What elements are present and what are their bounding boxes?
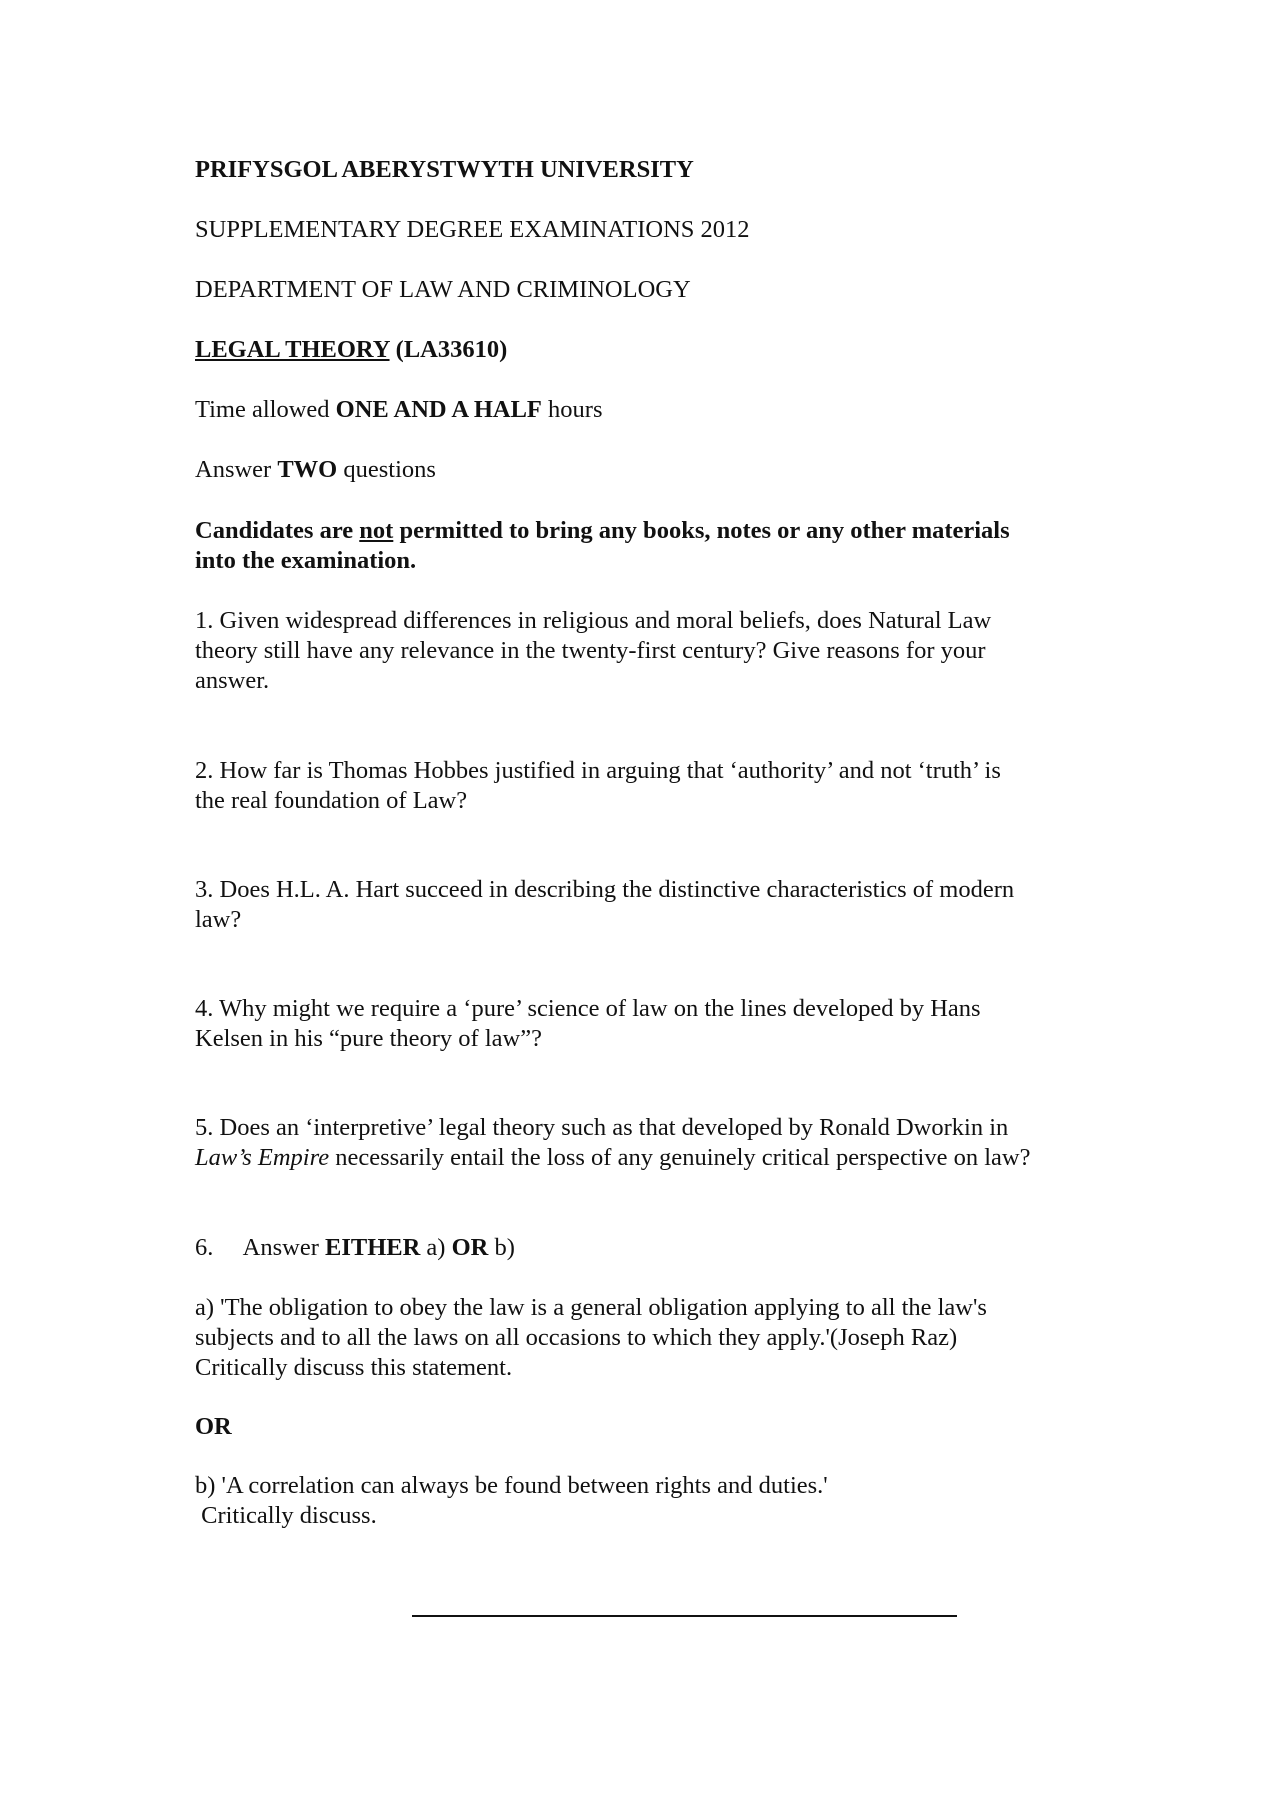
question-6b-line-2: Critically discuss. (195, 1502, 377, 1529)
module-title: LEGAL THEORY (195, 336, 390, 363)
question-5-rest: necessarily entail the loss of any genuinely critical perspective on law? (329, 1144, 1031, 1171)
materials-notice-line-1 (195, 516, 1095, 546)
laws-empire-title: Law’s Empire (195, 1144, 330, 1171)
module-code: (LA33610) (395, 336, 508, 363)
materials-notice-line-2: into the examination. (195, 547, 417, 574)
question-3-line-2: law? (195, 906, 242, 933)
question-5-line-2 (195, 1143, 1135, 1173)
q6-mid: a) (420, 1234, 452, 1261)
time-allowed (195, 395, 1095, 425)
question-4-line-1: 4. Why might we require a ‘pure’ science of law on the lines developed by Hans (195, 995, 981, 1022)
answer-prefix: Answer (195, 456, 278, 483)
answer-suffix: questions (337, 456, 436, 483)
question-6-heading (195, 1233, 1095, 1263)
department-name: DEPARTMENT OF LAW AND CRIMINOLOGY (195, 276, 691, 303)
answer-value: TWO (277, 456, 338, 483)
question-6a-line-2: subjects and to all the laws on all occasions to which they apply.'(Joseph Raz) (195, 1324, 958, 1351)
question-2-line-2: the real foundation of Law? (195, 787, 468, 814)
q6-either: EITHER (324, 1234, 421, 1261)
materials-text-a: Candidates are (195, 517, 360, 544)
question-6a-line-1: a) 'The obligation to obey the law is a general obligation applying to all the law's (195, 1294, 987, 1321)
question-6b-line-1: b) 'A correlation can always be found between rights and duties.' (195, 1472, 828, 1499)
question-1-line-1: 1. Given widespread differences in religious and moral beliefs, does Natural Law (195, 607, 992, 634)
answer-instruction (195, 455, 1095, 485)
time-value: ONE AND A HALF (335, 396, 542, 423)
university-name: PRIFYSGOL ABERYSTWYTH UNIVERSITY (195, 156, 694, 183)
exam-series: SUPPLEMENTARY DEGREE EXAMINATIONS 2012 (195, 216, 750, 243)
q6-prefix: 6. Answer (195, 1234, 325, 1261)
end-rule (412, 1615, 957, 1617)
or-separator: OR (195, 1413, 232, 1440)
question-3-line-1: 3. Does H.L. A. Hart succeed in describing the distinctive characteristics of modern (195, 876, 1015, 903)
question-4-line-2: Kelsen in his “pure theory of law”? (195, 1025, 542, 1052)
question-2-line-1: 2. How far is Thomas Hobbes justified in arguing that ‘authority’ and not ‘truth’ is (195, 757, 1001, 784)
materials-not: not (359, 517, 394, 544)
question-6a-line-3: Critically discuss this statement. (195, 1354, 513, 1381)
question-1-line-2: theory still have any relevance in the twenty-first century? Give reasons for your (195, 637, 986, 664)
module-heading (195, 335, 1095, 365)
materials-text-b: permitted to bring any books, notes or any other materials (393, 517, 1010, 544)
time-prefix: Time allowed (195, 396, 336, 423)
question-1-line-3: answer. (195, 667, 270, 694)
question-5-line-1: 5. Does an ‘interpretive’ legal theory such as that developed by Ronald Dworkin in (195, 1114, 1009, 1141)
q6-suffix: b) (488, 1234, 515, 1261)
q6-or: OR (451, 1234, 489, 1261)
time-suffix: hours (541, 396, 603, 423)
